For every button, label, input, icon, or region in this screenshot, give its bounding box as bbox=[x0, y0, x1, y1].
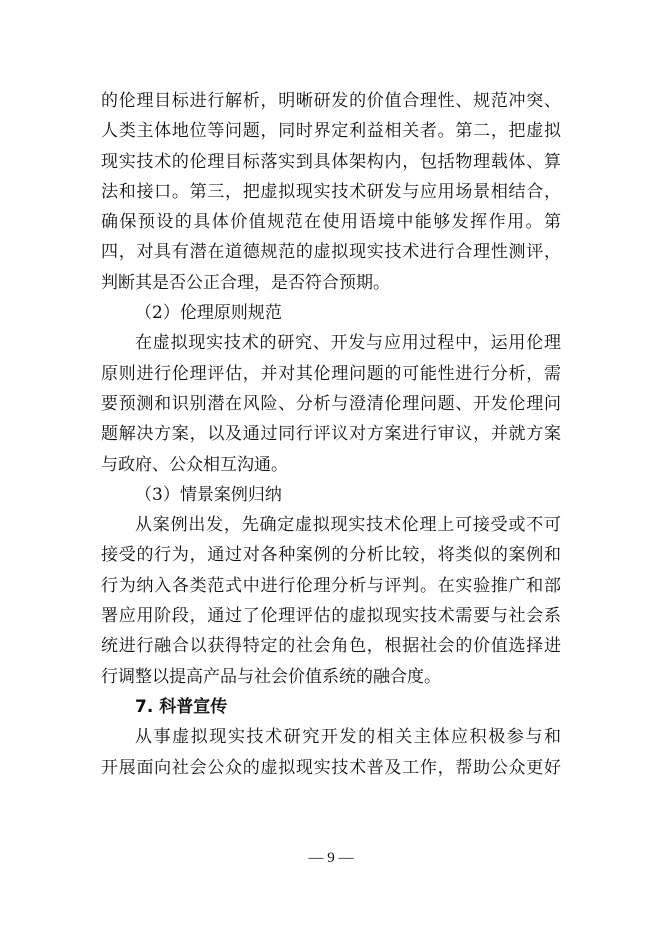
paragraph-line: 原则进行伦理评估，并对其伦理问题的可能性进行分析，需 bbox=[101, 363, 561, 384]
paragraph-line: 行调整以提高产品与社会价值系统的融合度。 bbox=[101, 666, 441, 687]
page-number: — 9 — bbox=[308, 850, 354, 866]
paragraph-line: 在虚拟现实技术的研究、开发与应用过程中，运用伦理 bbox=[135, 333, 561, 354]
paragraph-line: 统进行融合以获得特定的社会角色，根据社会的价值选择进 bbox=[101, 636, 561, 657]
section-heading-ethics-principles: （2）伦理原则规范 bbox=[135, 303, 282, 324]
paragraph-line: 四，对具有潜在道德规范的虚拟现实技术进行合理性测评， bbox=[101, 242, 561, 263]
paragraph-science-popularization bbox=[101, 722, 561, 783]
document-body bbox=[101, 86, 561, 783]
paragraph-line: 从事虚拟现实技术研究开发的相关主体应积极参与和 bbox=[135, 727, 561, 748]
paragraph-line: 人类主体地位等问题，同时界定利益相关者。第二，把虚拟 bbox=[101, 121, 561, 142]
paragraph-line: 判断其是否公正合理，是否符合预期。 bbox=[101, 272, 390, 293]
paragraph-1 bbox=[101, 86, 561, 298]
paragraph-line: 开展面向社会公众的虚拟现实技术普及工作，帮助公众更好 bbox=[101, 757, 561, 778]
paragraph-line: 行为纳入各类范式中进行伦理分析与评判。在实验推广和部 bbox=[101, 575, 561, 596]
paragraph-ethics-principles bbox=[101, 328, 561, 479]
paragraph-line: 的伦理目标进行解析，明晰研发的价值合理性、规范冲突、 bbox=[101, 91, 561, 111]
paragraph-line: 署应用阶段，通过了伦理评估的虚拟现实技术需要与社会系 bbox=[101, 606, 561, 627]
paragraph-line: 确保预设的具体价值规范在使用语境中能够发挥作用。第 bbox=[101, 212, 561, 233]
section-heading-case-induction: （3）情景案例归纳 bbox=[135, 484, 282, 505]
paragraph-case-induction bbox=[101, 510, 561, 692]
paragraph-line: 要预测和识别潜在风险、分析与澄清伦理问题、开发伦理问 bbox=[101, 393, 561, 414]
paragraph-line: 与政府、公众相互沟通。 bbox=[101, 454, 288, 475]
paragraph-line: 题解决方案，以及通过同行评议对方案进行审议，并就方案 bbox=[101, 424, 561, 445]
section-heading-science-popularization: 7. 科普宣传 bbox=[135, 696, 228, 717]
paragraph-line: 现实技术的伦理目标落实到具体架构内，包括物理载体、算 bbox=[101, 151, 561, 172]
paragraph-line: 接受的行为，通过对各种案例的分析比较，将类似的案例和 bbox=[101, 545, 561, 566]
paragraph-line: 法和接口。第三，把虚拟现实技术研发与应用场景相结合， bbox=[101, 181, 561, 202]
paragraph-line: 从案例出发，先确定虚拟现实技术伦理上可接受或不可 bbox=[135, 515, 561, 536]
